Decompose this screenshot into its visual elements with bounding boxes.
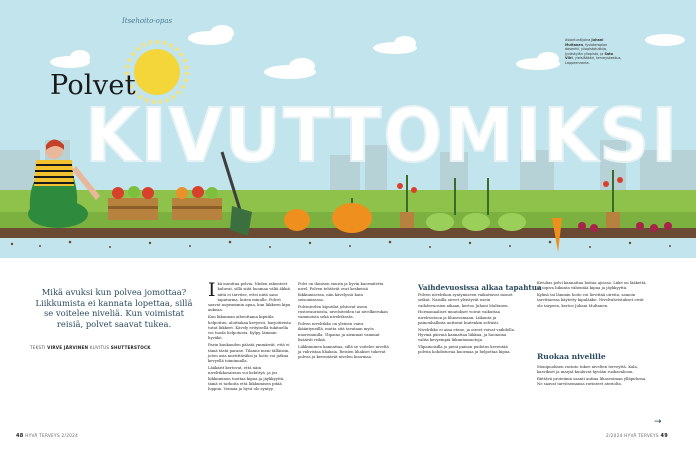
paragraph: Parin kuukauden päästä ymmärrät, että ei tämä tästä parane. Tilanne meni tälläisiin, joten asia mietittäväksi ja hoito voi jatkua kevyellä toiminnalla. [208, 342, 290, 364]
page-number-right: 49 [660, 433, 669, 439]
expert-text-3: , yleislääkäri, terveyskeskus, Lappeenranta. [565, 56, 622, 65]
expert-text-2: , fysioterapian dosentti, yliopistotutkija, Jyväskylän yliopisto, ja [565, 42, 608, 56]
expert-name-2: Sato Viiri [565, 51, 614, 60]
body-column-4b [537, 364, 647, 388]
body-column-3 [418, 292, 516, 356]
body-column-4 [537, 280, 647, 309]
expert-name-1: Juhani Multanen [565, 38, 604, 47]
credit-photo-label: KUVITUS [89, 345, 110, 350]
page-title: Polvet [50, 70, 136, 101]
paragraph: Polven nivelrikon syntymiseen vaikuttavat monet seikat. Naisilla oireet yleistyvät usein vaihdevuosien aikaan, kertoo Juhani Multanen. [418, 292, 513, 308]
folio-left [16, 433, 78, 439]
credit-text-author: VIRVE JÄRVINEN [47, 345, 89, 350]
paragraph: Polven nivelrikko on yleinen vaiva ikääntyneillä, mutta sitä tavataan myös nuoremmilla. Ylipaino ja aiemmat vammat lisäävät riskiä. [298, 321, 380, 342]
folio-right-text: 2/2024 HYVÄ TERVEYS [606, 433, 659, 438]
body-column-2 [298, 281, 390, 361]
paragraph: Liikkuminen kannattaa, sillä se voitelee niveltä ja vahvistaa lihaksia. Reisien lihakset tukevat polvea ja keventävät nivelen kuormaa. [298, 343, 389, 360]
expert-text-1: Asiantuntijoina [565, 38, 592, 42]
credit-photo-author: SHUTTERSTOCK [110, 345, 151, 350]
credits-line [30, 345, 200, 350]
paragraph: Lääkärit kertovat, että näin nivelrikkosairaus voi kehittyä, ja jos liikkuminen tuottaa kipua ja jäykkyyttä, tämä ei tarkoita että liikkumisen pitää loppua. Voimaa ja hyvä olo syntyy. [208, 364, 285, 392]
paragraph: Kun liikunnan aiheuttama kiputila helpottuu, aloittakaa kevyesti, harjoitteista tutut liikkeet. Kävely erityisellä tukituella voi tuoda helpotusta. Kylpy, lämmin hyväkö. [208, 314, 291, 341]
paragraph: Riittävä proteiinin saanti auttaa lihasvoiman ylläpidossa. Ne saavat tarvitsemansa ravinteet ateriolta. [537, 376, 647, 387]
paragraph: Polvi on ihmisen suurin ja hyvin kuormitettu nivel. Polven tehtävät ovat keskeisiä liikkumisessa, niin kävelyssä kuin seisomisessa. [298, 281, 384, 302]
paragraph: Nivelrikko ei aina etene, ja oireet voivat vaihdella. Hyvinä päivinä kannattaa liikkua, ja huonoina valita kevyempiä liikuntamuotoja. [418, 326, 516, 343]
series-label: Itsehoito-opas [122, 17, 173, 25]
folio-left-text: HYVÄ TERVEYS 2/2024 [25, 433, 79, 438]
paragraph: Kivulias polvi kannattaa hoitaa ajoissa. Liike on lääkettä, ja sopiva liikunta vähentää kipua ja jäykkyyttä. [537, 280, 647, 291]
big-cloud-headline [82, 93, 682, 175]
folio-right [606, 433, 668, 439]
paragraph: Kylmä tai lämmin hoito voi lievittää oireita, samoin tarvittaessa käytetty kipulääke. Nivelvahvistukset eivät ole tarpeen, kertoo Juhani Multanen. [537, 292, 644, 308]
headline-kivuttomiksi: KIVUTTOMIKSI [85, 93, 679, 175]
paragraph: Ylipainoisilla jo pieni painon pudotus keventää polviin kohdistuvaa kuormaa ja helpottaa kipua. [418, 344, 511, 355]
credit-text-label: TEKSTI [30, 345, 46, 350]
paragraph: kä muuttaa polvia. Niiden rakenteet kuluvat, sillä siitä huomaa väliä äkkiä niitä ei tarvitse, ettei niitä sano tapaturma, kuten minulle. Polvet saavat nopeammin apua, kun liikkeen kipu aukeaa. [208, 281, 291, 313]
section-heading-ruokaa: Ruokaa nivelille [537, 352, 606, 361]
expert-box [565, 38, 623, 65]
page-number-left: 48 [16, 433, 24, 439]
paragraph: Polvinivelen kiputilat johtuvat usein rustovaurioista, nivelsiteiden tai nivelkierukan vammoista sekä nivelrikosta. [298, 303, 388, 320]
drop-cap: I [208, 279, 216, 301]
section-heading-vaihdevuodet: Vaihdevuosissa alkaa tapahtua [418, 283, 542, 292]
paragraph: Monipuolinen ravinto tukee nivelten terveyttä. Kala, kasvikset ja marjat kuuluvat hyvään ruokavalioon. [537, 364, 638, 375]
continue-arrow-icon: → [654, 417, 662, 427]
lead-paragraph: Mikä avuksi kun polvea jomottaa? Liikkumista ei kannata lopettaa, sillä se voitelee niveliä. Kun voimistat reisiä, polvet saavat tukea. [35, 287, 193, 329]
body-column-1 [208, 281, 292, 393]
paragraph: Hormonaaliset muutokset voivat vaikuttaa nivelrustoon ja lihasvoimaan. Liikunta ja painonhallinta auttavat kuitenkin selvästi. [418, 309, 500, 325]
